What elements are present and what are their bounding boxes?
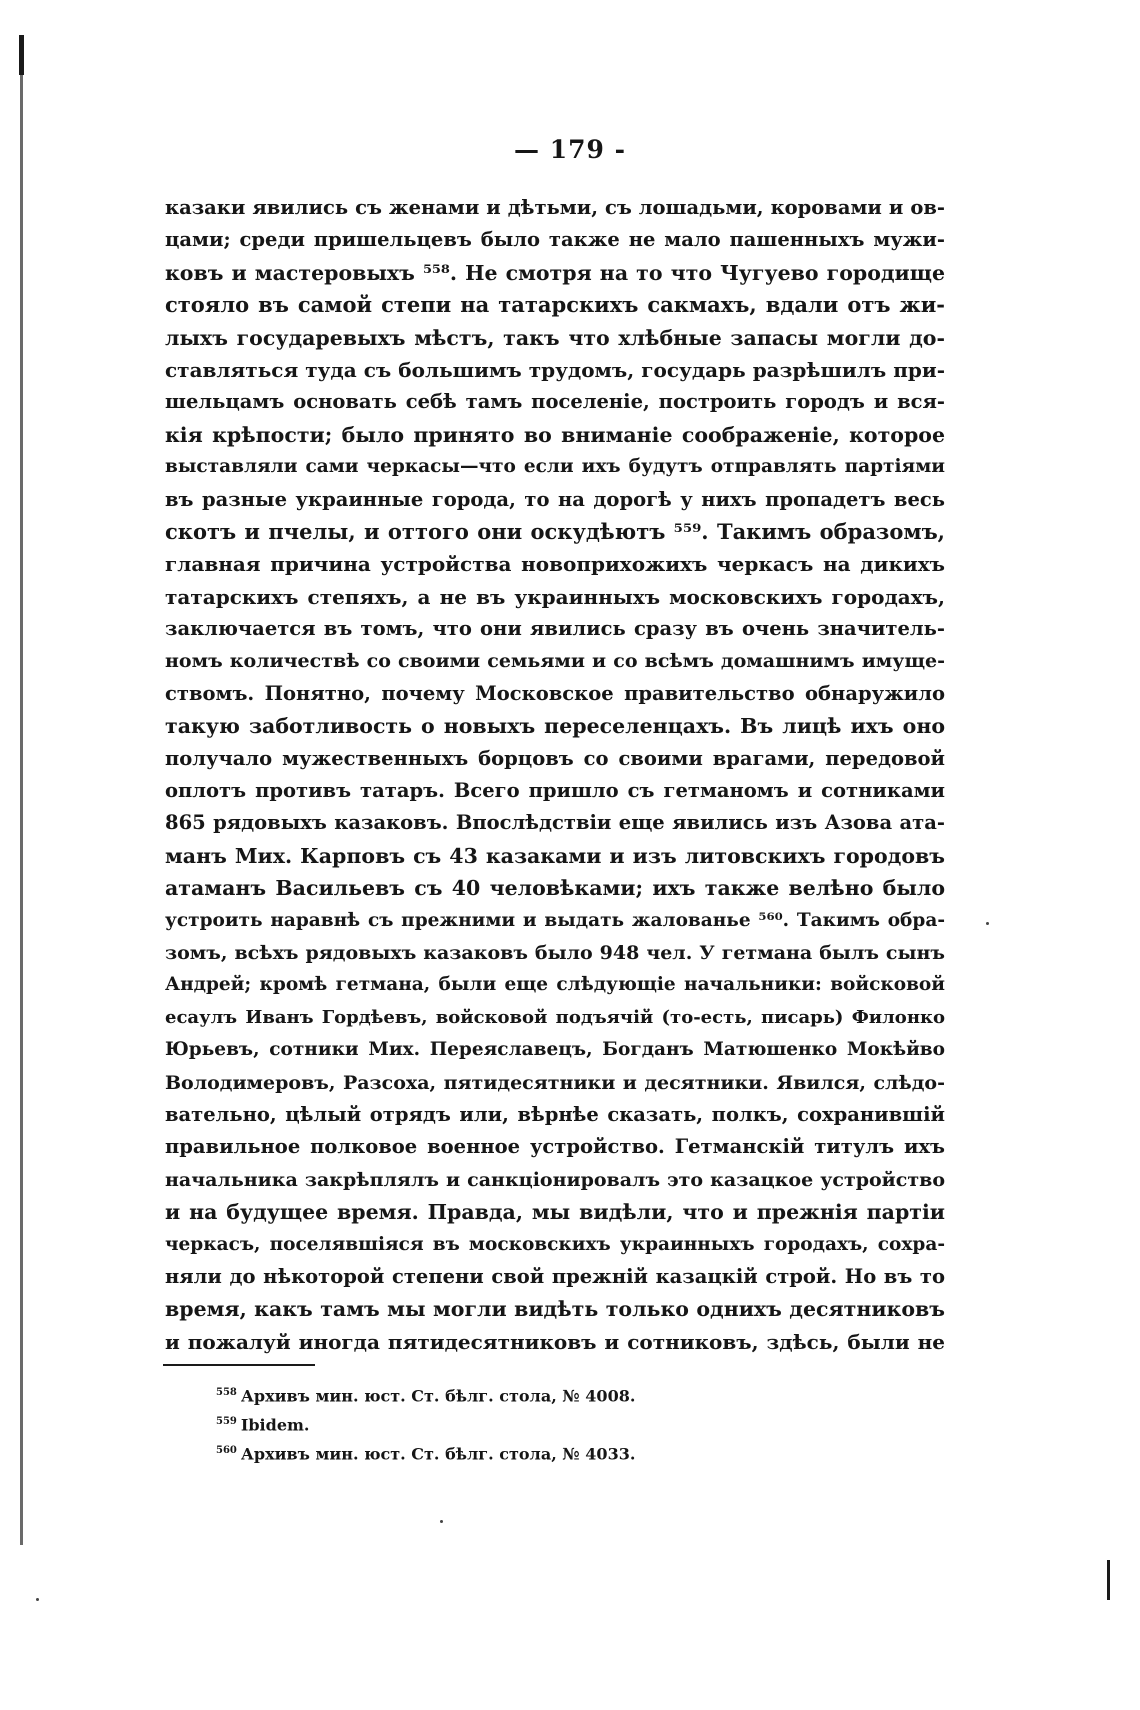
footnotes xyxy=(216,1378,816,1465)
text-line: татарскихъ степяхъ, а не въ украинныхъ московскихъ городахъ, xyxy=(165,584,945,609)
body-text xyxy=(165,192,945,1358)
footnote-text: Ibidem. xyxy=(240,1415,310,1435)
scan-edge-mark-top xyxy=(19,35,24,75)
text-line: лыхъ государевыхъ мѣстъ, такъ что хлѣбные запасы могли до- xyxy=(165,325,945,350)
footnote-text: Архивъ мин. юст. Ст. бѣлг. стола, № 4033. xyxy=(240,1444,636,1464)
text-line: и на будущее время. Правда, мы видѣли, что и прежнія партіи xyxy=(165,1200,945,1225)
text-line: ставляться туда съ большимъ трудомъ, государь разрѣшилъ при- xyxy=(165,357,945,382)
text-line: есаулъ Иванъ Гордѣевъ, войсковой подъячій (то-есть, писарь) Филонко xyxy=(165,1006,945,1028)
scan-speck xyxy=(440,1520,443,1523)
text-line: зомъ, всѣхъ рядовыхъ казаковъ было 948 чел. У гетмана былъ сынъ xyxy=(165,941,945,964)
text-line: начальника закрѣплялъ и санкціонировалъ это казацкое устройство xyxy=(165,1168,945,1191)
footnote-number: 559 xyxy=(216,1416,237,1427)
text-line: и пожалуй иногда пятидесятниковъ и сотниковъ, здѣсь, были не xyxy=(165,1329,945,1354)
footnote xyxy=(216,1436,816,1465)
text-line: манъ Мих. Карповъ съ 43 казаками и изъ литовскихъ городовъ xyxy=(165,843,945,868)
text-line: правильное полковое военное устройство. Гетманскій титулъ ихъ xyxy=(165,1135,945,1159)
text-line: 865 рядовыхъ казаковъ. Впослѣдствіи еще явились изъ Азова ата- xyxy=(165,811,945,835)
text-line: черкасъ, поселявшіяся въ московскихъ украинныхъ городахъ, сохра- xyxy=(165,1233,945,1255)
footnote xyxy=(216,1378,816,1407)
text-line: въ разные украинные города, то на дорогѣ у нихъ пропадетъ весь xyxy=(165,487,945,511)
text-line: выставляли сами черкасы—что если ихъ будутъ отправлять партіями xyxy=(165,456,945,478)
footnote-number: 558 xyxy=(216,1387,237,1398)
text-line: такую заботливость о новыхъ переселенцахъ. Въ лицѣ ихъ оно xyxy=(165,714,945,739)
text-line: Володимеровъ, Разсоха, пятидесятники и десятники. Явился, слѣдо- xyxy=(165,1071,945,1094)
text-line: получало мужественныхъ борцовъ со своими врагами, передовой xyxy=(165,746,945,770)
text-line: кія крѣпости; было принято во вниманіе соображеніе, которое xyxy=(165,422,945,447)
scan-speck xyxy=(986,922,989,925)
text-line: стояло въ самой степи на татарскихъ сакмахъ, вдали отъ жи- xyxy=(165,292,945,318)
footnote-text: Архивъ мин. юст. Ст. бѣлг. стола, № 4008. xyxy=(240,1386,636,1406)
scan-speck xyxy=(36,1598,39,1601)
text-line: оплотъ противъ татаръ. Всего пришло съ гетманомъ и сотниками xyxy=(165,779,945,803)
text-line: Юрьевъ, сотники Мих. Переяславецъ, Богданъ Матюшенко Мокѣйво xyxy=(165,1039,945,1061)
text-line: скотъ и пчелы, и оттого они оскудѣютъ ⁵⁵⁹. Такимъ образомъ, xyxy=(165,518,945,544)
page-number: — 179 - xyxy=(514,135,626,164)
scan-edge-mark-right xyxy=(1107,1560,1110,1600)
text-line: главная причина устройства новоприхожихъ черкасъ на дикихъ xyxy=(165,552,945,577)
text-line: няли до нѣкоторой степени свой прежній казацкій строй. Но въ то xyxy=(165,1264,945,1288)
text-line: ковъ и мастеровыхъ ⁵⁵⁸. Не смотря на то что Чугуево городище xyxy=(165,260,945,285)
footnote-number: 560 xyxy=(216,1445,237,1456)
text-line: цами; среди пришельцевъ было также не мало пашенныхъ мужи- xyxy=(165,228,945,252)
footnote xyxy=(216,1407,816,1436)
text-line: устроить наравнѣ съ прежними и выдать жалованье ⁵⁶⁰. Такимъ обра- xyxy=(165,909,945,931)
text-line: Андрей; кромѣ гетмана, были еще слѣдующіе начальники: войсковой xyxy=(165,974,945,996)
footnote-divider xyxy=(163,1364,315,1366)
text-line: вательно, цѣлый отрядъ или, вѣрнѣе сказать, полкъ, сохранившій xyxy=(165,1102,945,1126)
scan-edge-mark xyxy=(20,35,23,1545)
text-line: номъ количествѣ со своими семьями и со всѣмъ домашнимъ имуще- xyxy=(165,650,945,673)
text-line: время, какъ тамъ мы могли видѣть только однихъ десятниковъ xyxy=(165,1297,945,1322)
text-line: казаки явились съ женами и дѣтьми, съ лошадьми, коровами и ов- xyxy=(165,196,945,219)
text-line: ствомъ. Понятно, почему Московское правительство обнаружило xyxy=(165,681,945,705)
text-line: шельцамъ основать себѣ тамъ поселеніе, построить городъ и вся- xyxy=(165,390,945,414)
text-line: заключается въ томъ, что они явились сразу въ очень значитель- xyxy=(165,617,945,641)
text-line: атаманъ Васильевъ съ 40 человѣками; ихъ также велѣно было xyxy=(165,876,945,901)
